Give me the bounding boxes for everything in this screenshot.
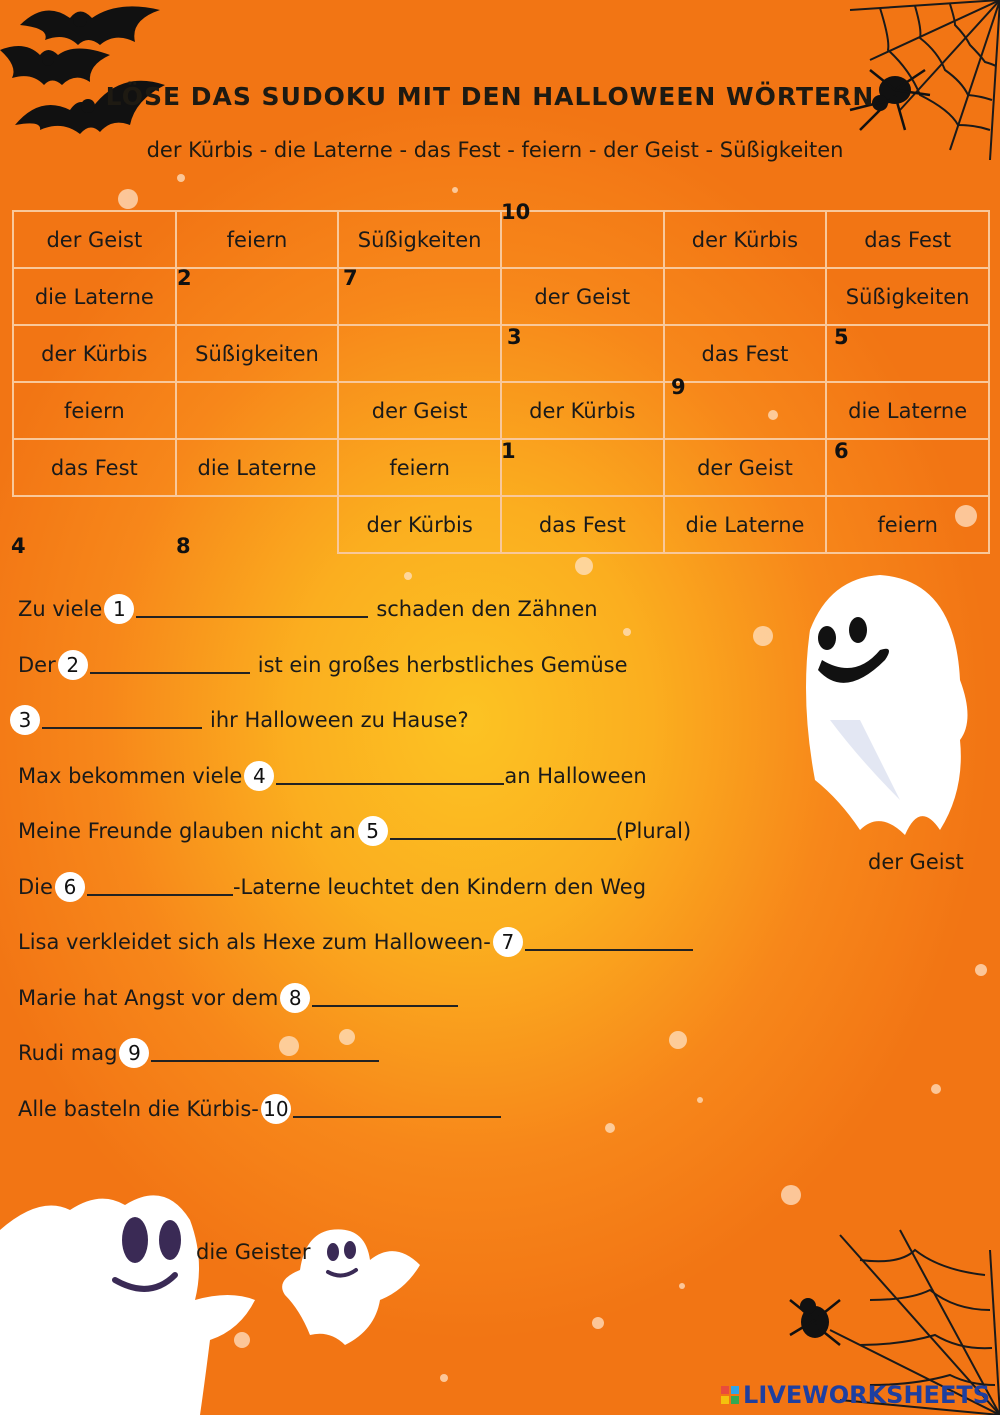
grid-cell: feiern <box>176 211 339 268</box>
sentence-text: ihr Halloween zu Hause? <box>210 708 469 732</box>
sentence-text: Meine Freunde glauben nicht an <box>18 819 356 843</box>
answer-blank[interactable] <box>136 600 368 618</box>
grid-cell: das Fest <box>13 439 176 496</box>
grid-cell-answer[interactable] <box>176 268 339 325</box>
spider-icon <box>790 1298 840 1345</box>
spider-web-icon <box>850 0 1000 160</box>
sentence-text: an Halloween <box>504 764 647 788</box>
grid-number-6: 6 <box>834 439 849 463</box>
grid-number-4: 4 <box>11 534 26 558</box>
grid-cell-answer[interactable] <box>826 439 989 496</box>
grid-cell-answer[interactable] <box>501 325 664 382</box>
grid-cell: die Laterne <box>176 439 339 496</box>
grid-number-8: 8 <box>176 534 191 558</box>
answer-blank[interactable] <box>90 656 250 674</box>
number-badge: 5 <box>358 816 388 846</box>
sentence-text: Die <box>18 875 53 899</box>
answer-blank[interactable] <box>525 933 693 951</box>
grid-cell: der Kürbis <box>501 382 664 439</box>
grid-cell: der Geist <box>13 211 176 268</box>
number-badge: 10 <box>261 1094 291 1124</box>
sudoku-grid <box>12 210 990 554</box>
number-badge: 8 <box>280 983 310 1013</box>
grid-cell: der Kürbis <box>664 211 827 268</box>
grid-cell-answer[interactable] <box>176 382 339 439</box>
grid-cell: die Laterne <box>826 382 989 439</box>
sentence-text: Alle basteln die Kürbis- <box>18 1097 259 1121</box>
sentence-1 <box>18 594 598 624</box>
grid-cell-answer[interactable] <box>664 382 827 439</box>
table-row <box>13 496 989 553</box>
grid-cell: der Geist <box>338 382 501 439</box>
sentence-7 <box>18 927 693 957</box>
number-badge: 9 <box>119 1038 149 1068</box>
grid-number-10: 10 <box>501 200 531 224</box>
answer-blank[interactable] <box>390 822 616 840</box>
answer-blank[interactable] <box>151 1044 379 1062</box>
grid-cell: der Kürbis <box>13 325 176 382</box>
answer-blank[interactable] <box>87 878 233 896</box>
number-badge: 6 <box>55 872 85 902</box>
ghost-icon <box>806 575 968 835</box>
sentence-9 <box>18 1038 379 1068</box>
grid-cell-answer[interactable] <box>664 268 827 325</box>
grid-number-5: 5 <box>834 325 849 349</box>
logo-icon <box>721 1386 739 1404</box>
ghost-caption: der Geist <box>868 850 964 874</box>
grid-cell: feiern <box>13 382 176 439</box>
sentence-6 <box>18 872 646 902</box>
sentence-text: schaden den Zähnen <box>376 597 598 621</box>
table-row <box>13 268 989 325</box>
grid-number-9: 9 <box>671 375 686 399</box>
sentence-text: -Laterne leuchtet den Kindern den Weg <box>232 875 647 899</box>
grid-cell: Süßigkeiten <box>176 325 339 382</box>
answer-blank[interactable] <box>42 711 202 729</box>
number-badge: 2 <box>58 650 88 680</box>
sentence-5 <box>18 816 691 846</box>
sentence-text: ist ein großes herbstliches Gemüse <box>257 653 628 677</box>
grid-cell: die Laterne <box>664 496 827 553</box>
sentence-text: Lisa verkleidet sich als Hexe zum Halloween- <box>18 930 491 954</box>
grid-cell-answer[interactable] <box>13 496 176 553</box>
grid-cell-answer[interactable] <box>501 439 664 496</box>
number-badge: 3 <box>10 705 40 735</box>
grid-cell: das Fest <box>501 496 664 553</box>
grid-cell: der Geist <box>501 268 664 325</box>
number-badge: 1 <box>104 594 134 624</box>
logo-text: LIVEWORKSHEETS <box>743 1381 990 1409</box>
grid-number-7: 7 <box>343 266 358 290</box>
answer-blank[interactable] <box>312 989 458 1007</box>
table-row <box>13 382 989 439</box>
grid-cell: feiern <box>338 439 501 496</box>
liveworksheets-logo <box>721 1381 990 1409</box>
sentence-8 <box>18 983 458 1013</box>
grid-cell-answer[interactable] <box>176 496 339 553</box>
page-title: LÖSE DAS SUDOKU MIT DEN HALLOWEEN WÖRTERN <box>105 82 875 111</box>
sentence-text: Zu viele <box>18 597 103 621</box>
sentence-3 <box>8 705 469 735</box>
grid-number-3: 3 <box>507 325 522 349</box>
grid-cell: das Fest <box>826 211 989 268</box>
grid-cell-answer[interactable] <box>338 268 501 325</box>
grid-cell: Süßigkeiten <box>826 268 989 325</box>
answer-blank[interactable] <box>293 1100 501 1118</box>
grid-number-1: 1 <box>501 439 516 463</box>
grid-cell: feiern <box>826 496 989 553</box>
sentence-text: (Plural) <box>615 819 692 843</box>
number-badge: 4 <box>244 761 274 791</box>
grid-cell-answer[interactable] <box>826 325 989 382</box>
grid-cell: der Geist <box>664 439 827 496</box>
grid-cell: der Kürbis <box>338 496 501 553</box>
sentence-4 <box>18 761 647 791</box>
sentence-2 <box>18 650 628 680</box>
answer-blank[interactable] <box>276 767 504 785</box>
sentence-text: Rudi mag <box>18 1041 118 1065</box>
ghost-icon <box>0 1195 255 1415</box>
grid-number-2: 2 <box>177 266 192 290</box>
sentence-text: Der <box>18 653 56 677</box>
grid-cell: das Fest <box>664 325 827 382</box>
ghosts-caption: die Geister <box>196 1240 311 1264</box>
grid-cell: Süßigkeiten <box>338 211 501 268</box>
sentence-text: Max bekommen viele <box>18 764 243 788</box>
bat-icon <box>0 46 110 85</box>
bat-icon <box>20 6 160 45</box>
sentence-text: Marie hat Angst vor dem <box>18 986 279 1010</box>
word-list: der Kürbis - die Laterne - das Fest - feiern - der Geist - Süßigkeiten <box>146 138 844 162</box>
grid-cell-answer[interactable] <box>338 325 501 382</box>
sentence-10 <box>18 1094 501 1124</box>
grid-cell: die Laterne <box>13 268 176 325</box>
number-badge: 7 <box>493 927 523 957</box>
